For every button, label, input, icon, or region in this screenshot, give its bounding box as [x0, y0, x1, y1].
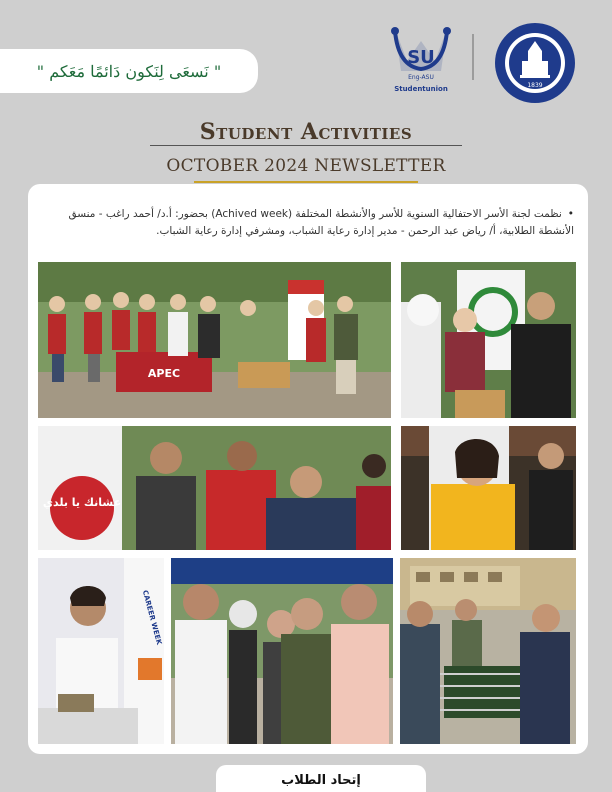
page-title: Student Activities — [199, 119, 413, 145]
apec-banner-text: APEC — [147, 367, 181, 380]
photo-apec-booth-group — [38, 262, 391, 418]
subtitle-underline — [194, 181, 418, 183]
logo-divider — [472, 34, 474, 80]
page-subtitle: OCTOBER 2024 NEWSLETTER — [166, 156, 446, 176]
career-week-banner: CAREER WEEK — [140, 589, 164, 646]
photo-visitors-group — [171, 558, 393, 744]
student-union-logo — [381, 23, 461, 99]
title-underline — [150, 145, 462, 146]
photo-career-week-booth — [38, 558, 164, 744]
footer-text: إتحاد الطلاب — [281, 772, 361, 788]
faculty-seal-logo — [492, 21, 578, 105]
activity-text: نظمت لجنة الأسر الاحتفالية السنوية للأسر والأنشطة المختلفة (Achived week) بحضور: أ.د/ أحمد راغب - منسق الأنشطة الطلابية، أ/ رياض عبد الرحمن - مدير إدارة رعاية الشباب، ومشرفي إدارة رعاية الشباب. — [68, 208, 574, 237]
bullet-icon: • — [567, 208, 574, 220]
photo-students-at-booth — [401, 262, 576, 418]
su-mark: SU — [407, 47, 435, 68]
seal-year: 1839 — [527, 82, 543, 89]
footer-label — [216, 765, 426, 792]
su-caption: Studentunion — [394, 85, 448, 93]
crowd-sign-text: عشانك يا بلدي — [42, 496, 122, 509]
photo-foosball-game — [400, 558, 576, 744]
slogan-text: " نَسعَى لِنَكون دَائمًا مَعَكم " — [36, 61, 222, 81]
su-sub-mark: Eng-ASU — [408, 74, 434, 81]
slogan-banner — [0, 49, 258, 93]
photo-student-smiling — [401, 426, 576, 550]
activity-description — [42, 206, 574, 240]
newsletter-header — [20, 118, 592, 188]
activity-card — [28, 184, 588, 754]
photo-crowd-sign — [38, 426, 391, 550]
